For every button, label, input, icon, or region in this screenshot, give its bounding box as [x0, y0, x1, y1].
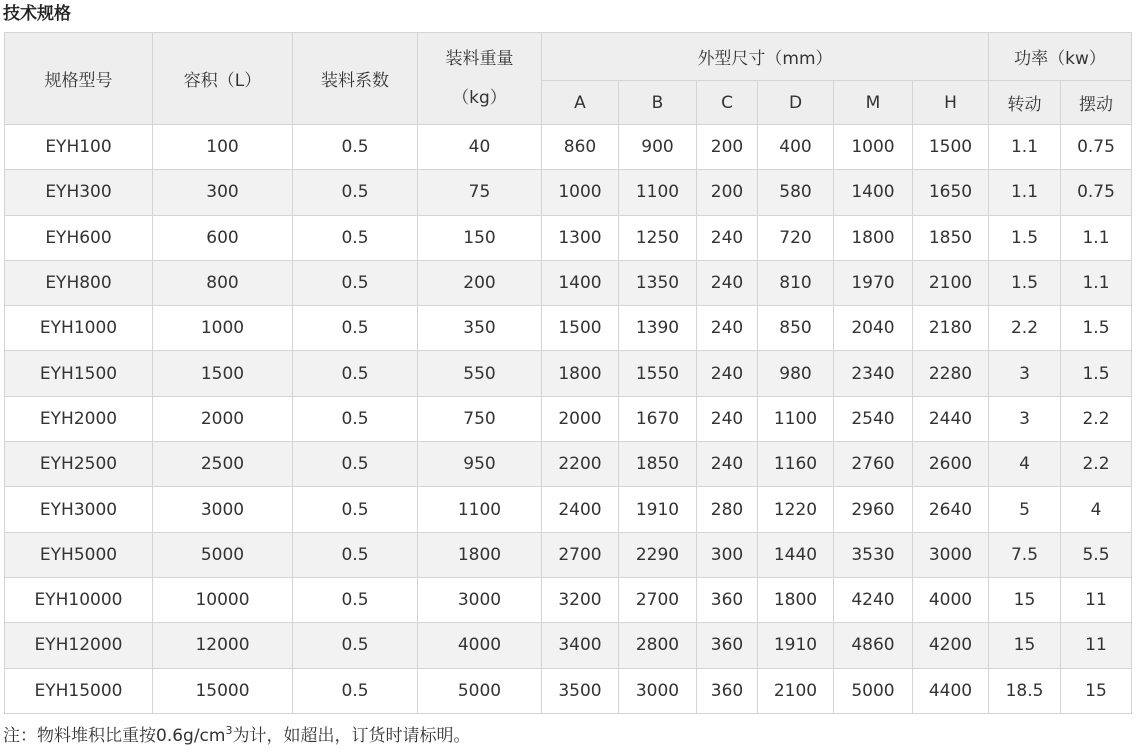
cell-dim-d: 1100	[758, 396, 834, 441]
cell-power-swing: 5.5	[1061, 532, 1132, 577]
table-row	[5, 215, 1132, 260]
cell-dim-b: 1910	[619, 487, 697, 532]
cell-power-swing: 1.1	[1061, 260, 1132, 305]
cell-dim-a: 2700	[542, 532, 619, 577]
table-row	[5, 260, 1132, 305]
cell-coefficient: 0.5	[293, 487, 418, 532]
cell-power-swing: 0.75	[1061, 170, 1132, 215]
header-weight	[418, 33, 542, 125]
cell-dim-b: 1100	[619, 170, 697, 215]
cell-dim-b: 3000	[619, 668, 697, 713]
cell-weight: 3000	[418, 577, 542, 622]
cell-dim-m: 1800	[834, 215, 913, 260]
cell-dim-d: 980	[758, 351, 834, 396]
header-dim-c: C	[697, 81, 758, 125]
cell-power-rotate: 5	[989, 487, 1061, 532]
cell-dim-b: 1350	[619, 260, 697, 305]
cell-dim-m: 5000	[834, 668, 913, 713]
cell-dim-h: 3000	[913, 532, 989, 577]
cell-dim-d: 1800	[758, 577, 834, 622]
cell-dim-c: 360	[697, 623, 758, 668]
cell-coefficient: 0.5	[293, 623, 418, 668]
cell-dim-c: 240	[697, 351, 758, 396]
cell-dim-c: 240	[697, 396, 758, 441]
cell-dim-b: 1550	[619, 351, 697, 396]
cell-dim-a: 1400	[542, 260, 619, 305]
cell-dim-a: 1000	[542, 170, 619, 215]
table-row	[5, 125, 1132, 170]
cell-dim-d: 400	[758, 125, 834, 170]
cell-weight: 550	[418, 351, 542, 396]
cell-dim-h: 4000	[913, 577, 989, 622]
header-coefficient: 装料系数	[293, 33, 418, 125]
cell-model: EYH3000	[5, 487, 153, 532]
cell-power-swing: 15	[1061, 668, 1132, 713]
cell-model: EYH600	[5, 215, 153, 260]
cell-coefficient: 0.5	[293, 351, 418, 396]
cell-dim-b: 1250	[619, 215, 697, 260]
cell-coefficient: 0.5	[293, 170, 418, 215]
cell-volume: 5000	[153, 532, 293, 577]
cell-dim-b: 2800	[619, 623, 697, 668]
cell-dim-a: 2200	[542, 442, 619, 487]
cell-power-rotate: 15	[989, 577, 1061, 622]
cell-dim-h: 2640	[913, 487, 989, 532]
table-row	[5, 623, 1132, 668]
cell-weight: 5000	[418, 668, 542, 713]
cell-dim-a: 860	[542, 125, 619, 170]
header-dim-m: M	[834, 81, 913, 125]
cell-volume: 3000	[153, 487, 293, 532]
cell-dim-c: 360	[697, 668, 758, 713]
cell-dim-c: 200	[697, 170, 758, 215]
footnote	[3, 722, 470, 750]
cell-dim-b: 900	[619, 125, 697, 170]
cell-dim-m: 1970	[834, 260, 913, 305]
cell-volume: 1500	[153, 351, 293, 396]
cell-dim-d: 720	[758, 215, 834, 260]
header-dim-d: D	[758, 81, 834, 125]
table-row	[5, 442, 1132, 487]
cell-dim-c: 200	[697, 125, 758, 170]
cell-dim-m: 1000	[834, 125, 913, 170]
cell-coefficient: 0.5	[293, 306, 418, 351]
cell-dim-a: 1300	[542, 215, 619, 260]
table-row	[5, 396, 1132, 441]
cell-volume: 15000	[153, 668, 293, 713]
cell-power-swing: 2.2	[1061, 442, 1132, 487]
cell-dim-b: 1390	[619, 306, 697, 351]
cell-dim-m: 4240	[834, 577, 913, 622]
cell-dim-a: 2400	[542, 487, 619, 532]
table-row	[5, 306, 1132, 351]
cell-coefficient: 0.5	[293, 396, 418, 441]
table-row	[5, 577, 1132, 622]
header-dim-a: A	[542, 81, 619, 125]
cell-weight: 350	[418, 306, 542, 351]
cell-power-rotate: 2.2	[989, 306, 1061, 351]
cell-dim-d: 850	[758, 306, 834, 351]
cell-power-swing: 4	[1061, 487, 1132, 532]
cell-dim-d: 1440	[758, 532, 834, 577]
cell-weight: 40	[418, 125, 542, 170]
cell-power-rotate: 3	[989, 351, 1061, 396]
cell-dim-d: 2100	[758, 668, 834, 713]
cell-dim-d: 1220	[758, 487, 834, 532]
cell-power-rotate: 1.5	[989, 260, 1061, 305]
cell-dim-m: 2040	[834, 306, 913, 351]
cell-coefficient: 0.5	[293, 577, 418, 622]
cell-power-swing: 1.5	[1061, 306, 1132, 351]
cell-power-rotate: 1.1	[989, 125, 1061, 170]
cell-model: EYH10000	[5, 577, 153, 622]
cell-dim-a: 2000	[542, 396, 619, 441]
cell-coefficient: 0.5	[293, 668, 418, 713]
cell-volume: 600	[153, 215, 293, 260]
table-row	[5, 351, 1132, 396]
cell-model: EYH12000	[5, 623, 153, 668]
spec-table-body	[5, 125, 1132, 714]
cell-dim-d: 1910	[758, 623, 834, 668]
spec-table	[4, 32, 1132, 714]
page-title: 技术规格	[3, 4, 71, 24]
cell-power-swing: 11	[1061, 623, 1132, 668]
cell-dim-a: 3500	[542, 668, 619, 713]
cell-dim-c: 300	[697, 532, 758, 577]
footnote-text: 注：物料堆积比重按0.6g/cm	[3, 726, 226, 746]
header-power: 功率（kw）	[989, 33, 1132, 81]
cell-power-rotate: 3	[989, 396, 1061, 441]
cell-volume: 2500	[153, 442, 293, 487]
cell-volume: 300	[153, 170, 293, 215]
cell-dim-h: 1500	[913, 125, 989, 170]
cell-dim-h: 4400	[913, 668, 989, 713]
cell-dim-d: 810	[758, 260, 834, 305]
footnote-superscript: 3	[225, 724, 233, 737]
cell-power-rotate: 18.5	[989, 668, 1061, 713]
cell-dim-m: 3530	[834, 532, 913, 577]
cell-model: EYH2500	[5, 442, 153, 487]
cell-dim-h: 1650	[913, 170, 989, 215]
cell-dim-a: 3400	[542, 623, 619, 668]
footnote-text-end: 为计，如超出，订货时请标明。	[232, 726, 471, 746]
cell-dim-h: 2280	[913, 351, 989, 396]
cell-dim-a: 1800	[542, 351, 619, 396]
cell-dim-h: 2180	[913, 306, 989, 351]
header-weight-unit: （kg）	[452, 87, 507, 108]
cell-power-rotate: 7.5	[989, 532, 1061, 577]
header-model: 规格型号	[5, 33, 153, 125]
cell-dim-m: 1400	[834, 170, 913, 215]
table-row	[5, 668, 1132, 713]
header-volume: 容积（L）	[153, 33, 293, 125]
cell-weight: 4000	[418, 623, 542, 668]
cell-power-swing: 2.2	[1061, 396, 1132, 441]
cell-model: EYH1000	[5, 306, 153, 351]
cell-dim-b: 1670	[619, 396, 697, 441]
cell-model: EYH15000	[5, 668, 153, 713]
cell-power-swing: 0.75	[1061, 125, 1132, 170]
cell-weight: 1800	[418, 532, 542, 577]
cell-dim-m: 2960	[834, 487, 913, 532]
cell-power-swing: 1.5	[1061, 351, 1132, 396]
cell-model: EYH100	[5, 125, 153, 170]
cell-weight: 75	[418, 170, 542, 215]
cell-dim-h: 2600	[913, 442, 989, 487]
cell-volume: 12000	[153, 623, 293, 668]
cell-dim-b: 2700	[619, 577, 697, 622]
cell-model: EYH800	[5, 260, 153, 305]
cell-volume: 1000	[153, 306, 293, 351]
cell-power-swing: 1.1	[1061, 215, 1132, 260]
cell-dim-m: 2340	[834, 351, 913, 396]
header-dimensions: 外型尺寸（mm）	[542, 33, 989, 81]
cell-dim-h: 4200	[913, 623, 989, 668]
cell-coefficient: 0.5	[293, 215, 418, 260]
header-dim-b: B	[619, 81, 697, 125]
cell-model: EYH300	[5, 170, 153, 215]
cell-dim-h: 2100	[913, 260, 989, 305]
header-weight-label: 装料重量	[445, 48, 514, 69]
header-power-rotate: 转动	[989, 81, 1061, 125]
cell-model: EYH1500	[5, 351, 153, 396]
cell-dim-c: 240	[697, 306, 758, 351]
cell-volume: 2000	[153, 396, 293, 441]
header-row-top	[5, 33, 1132, 81]
header-dim-h: H	[913, 81, 989, 125]
cell-dim-h: 1850	[913, 215, 989, 260]
cell-dim-b: 1850	[619, 442, 697, 487]
cell-coefficient: 0.5	[293, 125, 418, 170]
cell-power-rotate: 1.1	[989, 170, 1061, 215]
cell-power-swing: 11	[1061, 577, 1132, 622]
cell-dim-c: 240	[697, 260, 758, 305]
cell-volume: 100	[153, 125, 293, 170]
cell-weight: 750	[418, 396, 542, 441]
cell-dim-c: 240	[697, 215, 758, 260]
cell-dim-m: 4860	[834, 623, 913, 668]
cell-coefficient: 0.5	[293, 442, 418, 487]
cell-dim-b: 2290	[619, 532, 697, 577]
cell-power-rotate: 1.5	[989, 215, 1061, 260]
cell-dim-a: 3200	[542, 577, 619, 622]
cell-weight: 950	[418, 442, 542, 487]
cell-dim-d: 580	[758, 170, 834, 215]
cell-dim-d: 1160	[758, 442, 834, 487]
cell-dim-c: 240	[697, 442, 758, 487]
cell-dim-m: 2760	[834, 442, 913, 487]
header-power-swing: 摆动	[1061, 81, 1132, 125]
cell-dim-c: 280	[697, 487, 758, 532]
cell-volume: 800	[153, 260, 293, 305]
cell-power-rotate: 15	[989, 623, 1061, 668]
cell-weight: 200	[418, 260, 542, 305]
cell-dim-m: 2540	[834, 396, 913, 441]
cell-model: EYH5000	[5, 532, 153, 577]
table-row	[5, 170, 1132, 215]
cell-dim-h: 2440	[913, 396, 989, 441]
cell-weight: 150	[418, 215, 542, 260]
cell-weight: 1100	[418, 487, 542, 532]
cell-model: EYH2000	[5, 396, 153, 441]
cell-coefficient: 0.5	[293, 260, 418, 305]
table-row	[5, 532, 1132, 577]
table-row	[5, 487, 1132, 532]
cell-dim-a: 1500	[542, 306, 619, 351]
cell-dim-c: 360	[697, 577, 758, 622]
cell-volume: 10000	[153, 577, 293, 622]
cell-coefficient: 0.5	[293, 532, 418, 577]
cell-power-rotate: 4	[989, 442, 1061, 487]
